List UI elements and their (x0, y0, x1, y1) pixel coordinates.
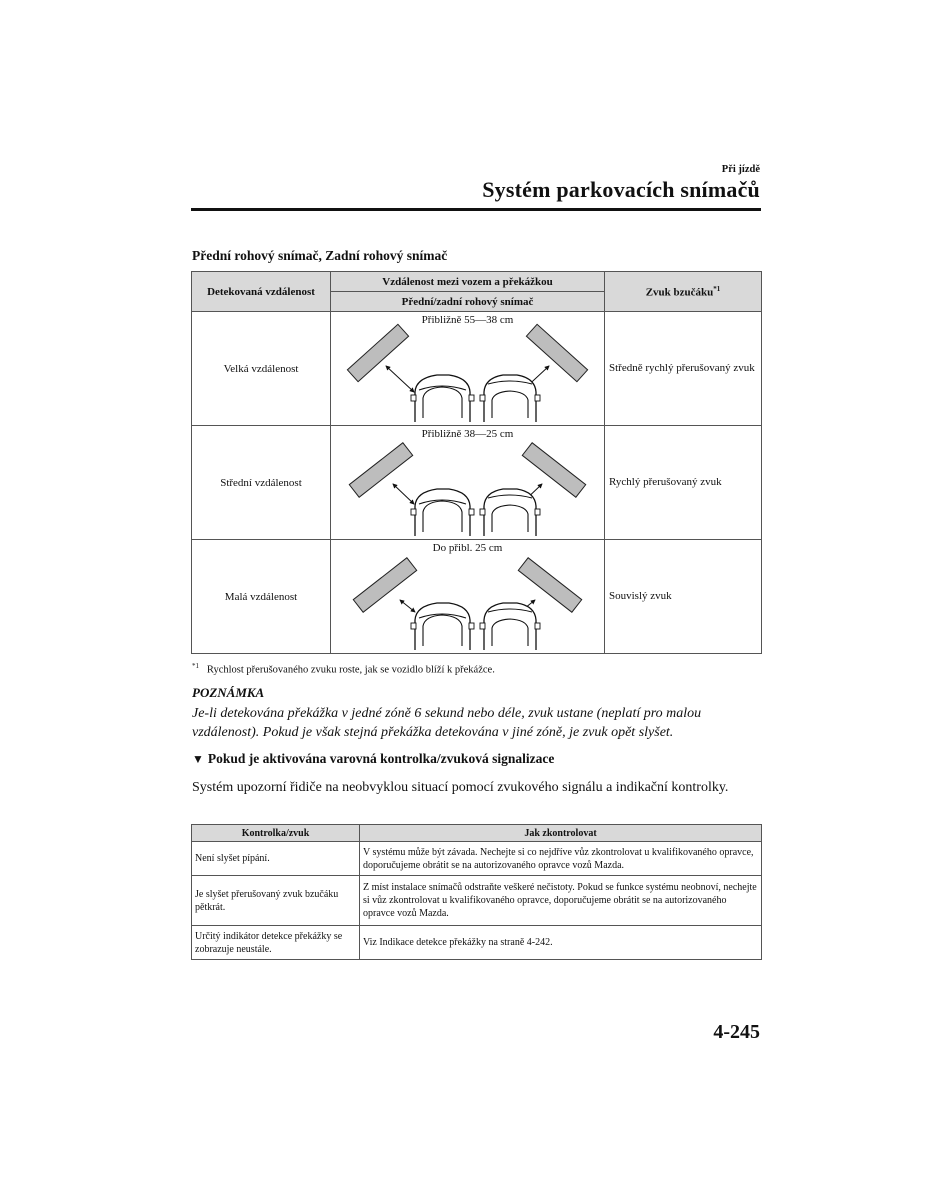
diagram-cell (331, 312, 605, 426)
header-sensor: Přední/zadní rohový snímač (331, 292, 605, 312)
cell-check: Viz Indikace detekce překážky na straně 4-242. (360, 926, 762, 960)
range-label: Přibližně 38—25 cm (421, 428, 514, 440)
row-sound: Středně rychlý přerušovaný zvuk (605, 312, 762, 426)
obstacle-right (518, 558, 581, 612)
obstacle-right (522, 443, 585, 497)
row-distance: Střední vzdálenost (192, 426, 331, 540)
car-rear-icon (480, 603, 540, 650)
car-front-icon (411, 603, 474, 650)
obstacle-right (526, 324, 587, 381)
subsection-heading-text: Pokud je aktivována varovná kontrolka/zvuková signalizace (207, 751, 555, 766)
header-gap: Vzdálenost mezi vozem a překážkou (331, 272, 605, 292)
sensor-diagram (331, 426, 604, 539)
car-front-icon (411, 489, 474, 536)
body-text: Systém upozorní řidiče na neobvyklou situací pomocí zvukového signálu a indikační kontrolky. (192, 780, 729, 795)
footnote-mark: *1 (192, 662, 199, 670)
car-front-icon (411, 375, 474, 424)
table-row (192, 312, 762, 426)
triangle-down-icon: ▼ (192, 752, 204, 766)
note-heading: POZNÁMKA (192, 685, 265, 700)
obstacle-left (349, 443, 412, 497)
diagram-cell (331, 540, 605, 654)
distance-arrow-left (393, 484, 414, 504)
cell-indicator: Je slyšet přerušovaný zvuk bzučáku pětkrát. (192, 876, 360, 926)
header-buzzer (605, 272, 762, 312)
cell-check: V systému může být závada. Nechejte si co nejdříve vůz zkontrolovat u kvalifikovaného opravce, doporučujeme obrátit se na autorizovaného opravce vozů Mazda. (360, 842, 762, 876)
obstacle-left (353, 558, 416, 612)
table-title: Přední rohový snímač, Zadní rohový snímač (192, 248, 448, 263)
footnote-text: Rychlost přerušovaného zvuku roste, jak se vozidlo blíží k překážce. (206, 664, 495, 676)
distance-arrow-left (400, 600, 415, 612)
subsection-heading (192, 751, 554, 767)
range-label: Do přibl. 25 cm (432, 542, 503, 554)
cell-indicator: Není slyšet pípání. (192, 842, 360, 876)
row-sound: Souvislý zvuk (605, 540, 762, 654)
header-indicator: Kontrolka/zvuk (192, 825, 360, 842)
table-row (192, 876, 762, 926)
footnote (192, 662, 495, 676)
range-label: Přibližně 55—38 cm (421, 314, 514, 326)
car-rear-icon (480, 489, 540, 536)
section-label: Při jízdě (721, 164, 760, 175)
sensor-diagram (331, 540, 604, 653)
car-rear-icon (480, 375, 540, 422)
table-row (192, 426, 762, 540)
header-buzzer-mark: *1 (713, 284, 721, 293)
row-sound: Rychlý přerušovaný zvuk (605, 426, 762, 540)
distance-arrow-left (386, 366, 414, 392)
detection-table (191, 271, 762, 654)
note-text: Je-li detekována překážka v jedné zóně 6 sekund nebo déle, zvuk ustane (neplatí pro malou vzdálenost). Pokud je však stejná překážka detekována v jiné zóně, je zvuk opět slyšet. (192, 706, 702, 740)
page-number: 4-245 (713, 1021, 760, 1043)
diagram-cell (331, 426, 605, 540)
sensor-diagram (331, 312, 604, 425)
obstacle-left (347, 324, 408, 381)
row-distance: Malá vzdálenost (192, 540, 331, 654)
header-distance: Detekovaná vzdálenost (192, 272, 331, 312)
header-rule (191, 208, 761, 211)
row-distance: Velká vzdálenost (192, 312, 331, 426)
table-row (192, 926, 762, 960)
chapter-title: Systém parkovacích snímačů (482, 177, 760, 202)
header-buzzer-label: Zvuk bzučáku (645, 286, 714, 299)
header-check: Jak zkontrolovat (360, 825, 762, 842)
check-table (191, 824, 762, 960)
table-row (192, 540, 762, 654)
cell-indicator: Určitý indikátor detekce překážky se zobrazuje neustále. (192, 926, 360, 960)
table-row (192, 842, 762, 876)
cell-check: Z míst instalace snímačů odstraňte veškeré nečistoty. Pokud se funkce systému neobnoví, nechejte si vůz zkontrolovat u kvalifikovaného opravce, doporučujeme obrátit se na autorizovaného opravce vozů Mazda. (360, 876, 762, 926)
